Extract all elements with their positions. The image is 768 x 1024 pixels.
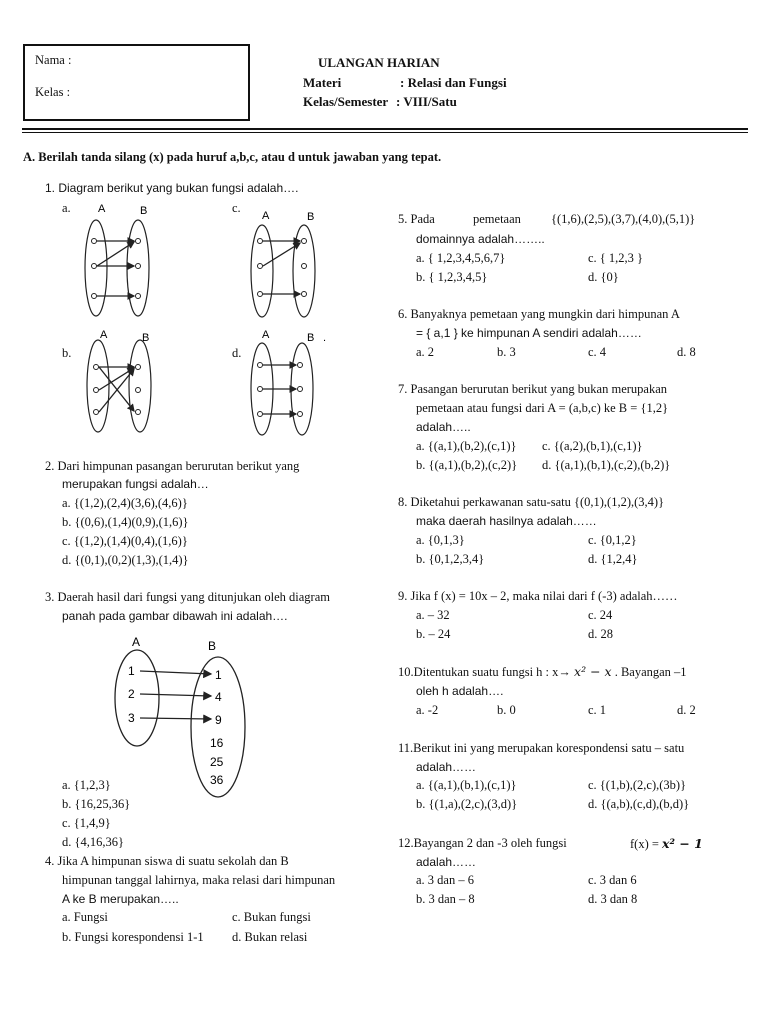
q12-function-label: f(x) = — [630, 837, 659, 851]
q5-option-a[interactable]: a. { 1,2,3,4,5,6,7} — [416, 251, 506, 265]
q3-arrow-diagram — [112, 630, 252, 800]
q3-line1: 3. Daerah hasil dari fungsi yang ditunjukan oleh diagram — [45, 590, 330, 604]
q2-option-b[interactable]: b. {(0,6),(1,4)(0,9),(1,6)} — [62, 515, 189, 529]
header-rule-bottom — [22, 132, 748, 133]
q5-line2: domainnya adalah…….. — [416, 232, 545, 246]
q3-codomain-1: 1 — [215, 668, 222, 682]
q1-diagram-d — [250, 327, 350, 442]
grade-value: : VIII/Satu — [396, 94, 457, 109]
q6-line1: 6. Banyaknya pemetaan yang mungkin dari himpunan A — [398, 307, 680, 321]
q1c-set-b-label: B — [307, 211, 315, 223]
q10-expression: x² − x — [574, 664, 612, 679]
name-label: Nama : — [35, 53, 72, 67]
q3-codomain-16: 16 — [210, 736, 224, 750]
q5-option-d[interactable]: d. {0} — [588, 270, 619, 284]
subject-value: : Relasi dan Fungsi — [400, 75, 507, 90]
q12-function — [630, 836, 703, 852]
q12-option-d[interactable]: d. 3 dan 8 — [588, 892, 638, 906]
q1-option-b-label: b. — [62, 346, 72, 360]
q3-option-c[interactable]: c. {1,4,9} — [62, 816, 111, 830]
q5-option-b[interactable]: b. { 1,2,3,4,5} — [416, 270, 488, 284]
q1a-set-b-label: B — [140, 205, 148, 217]
q7-option-c[interactable]: c. {(a,2),(b,1),(c,1)} — [542, 439, 643, 453]
q2-line1: 2. Dari himpunan pasangan berurutan berikut yang — [45, 459, 300, 473]
q12-option-c[interactable]: c. 3 dan 6 — [588, 873, 637, 887]
q10-option-b[interactable]: b. 0 — [497, 703, 516, 717]
q5-option-c[interactable]: c. { 1,2,3 } — [588, 251, 644, 265]
q4-option-c[interactable]: c. Bukan fungsi — [232, 910, 311, 924]
q3-set-a-label: A — [132, 635, 141, 649]
q1-diagram-b — [80, 327, 160, 442]
q3-line2: panah pada gambar dibawah ini adalah…. — [62, 609, 288, 623]
q1-option-d-label: d. — [232, 346, 242, 360]
q8-option-d[interactable]: d. {1,2,4} — [588, 552, 638, 566]
q11-option-a[interactable]: a. {(a,1),(b,1),(c,1)} — [416, 778, 517, 792]
q5-number: 5. Pada — [398, 212, 435, 226]
q4-option-d[interactable]: d. Bukan relasi — [232, 930, 308, 944]
q9-option-d[interactable]: d. 28 — [588, 627, 613, 641]
q8-line1: 8. Diketahui perkawanan satu-satu {(0,1),(1,2),(3,4)} — [398, 495, 665, 509]
q2-line2: merupakan fungsi adalah… — [62, 477, 209, 491]
q10-line1-end: . Bayangan –1 — [614, 665, 687, 679]
q4-line2: himpunan tanggal lahirnya, maka relasi dari himpunan — [62, 873, 336, 887]
q2-option-c[interactable]: c. {(1,2),(1,4)(0,4),(1,6)} — [62, 534, 188, 548]
q10-line2: oleh h adalah…. — [416, 684, 504, 698]
q3-option-b[interactable]: b. {16,25,36} — [62, 797, 131, 811]
q1b-set-a-label: A — [100, 329, 108, 341]
q8-option-c[interactable]: c. {0,1,2} — [588, 533, 637, 547]
q12-expression: x² − 1 — [662, 836, 703, 851]
q1-diagram-c — [250, 205, 330, 330]
q4-option-a[interactable]: a. Fungsi — [62, 910, 108, 924]
q1a-set-a-label: A — [98, 203, 106, 215]
q5-mapping-set: {(1,6),(2,5),(3,7),(4,0),(5,1)} — [551, 212, 696, 226]
grade-key: Kelas/Semester — [303, 94, 389, 109]
q10-option-d[interactable]: d. 2 — [677, 703, 696, 717]
q9-option-b[interactable]: b. – 24 — [416, 627, 451, 641]
q7-line1: 7. Pasangan berurutan berikut yang bukan merupakan — [398, 382, 668, 396]
q2-option-a[interactable]: a. {(1,2),(2,4)(3,6),(4,6)} — [62, 496, 188, 510]
q12-option-b[interactable]: b. 3 dan – 8 — [416, 892, 475, 906]
q7-option-d[interactable]: d. {(a,1),(b,1),(c,2),(b,2)} — [542, 458, 671, 472]
q1d-set-b-label: B — [307, 332, 315, 344]
q7-option-a[interactable]: a. {(a,1),(b,2),(c,1)} — [416, 439, 517, 453]
q3-codomain-36: 36 — [210, 773, 224, 787]
q3-codomain-4: 4 — [215, 690, 222, 704]
q3-option-d[interactable]: d. {4,16,36} — [62, 835, 124, 849]
q1-option-c-label: c. — [232, 201, 241, 215]
q4-option-b[interactable]: b. Fungsi korespondensi 1-1 — [62, 930, 204, 944]
q7-option-b[interactable]: b. {(a,1),(b,2),(c,2)} — [416, 458, 518, 472]
header-rule-top — [22, 128, 748, 130]
q8-line2: maka daerah hasilnya adalah…… — [416, 514, 597, 528]
q6-option-c[interactable]: c. 4 — [588, 345, 607, 359]
exam-title: ULANGAN HARIAN — [318, 55, 440, 70]
q10-option-a[interactable]: a. -2 — [416, 703, 439, 717]
q5-mapping-word: pemetaan — [473, 212, 521, 226]
q1-diagram-a — [80, 198, 160, 323]
q11-option-c[interactable]: c. {(1,b),(2,c),(3b)} — [588, 778, 687, 792]
q2-option-d[interactable]: d. {(0,1),(0,2)(1,3),(1,4)} — [62, 553, 189, 567]
q1-option-a-label: a. — [62, 201, 71, 215]
subject-key: Materi — [303, 75, 342, 90]
q3-codomain-9: 9 — [215, 713, 222, 727]
q11-option-b[interactable]: b. {(1,a),(2,c),(3,d)} — [416, 797, 518, 811]
section-instruction: A. Berilah tanda silang (x) pada huruf a,b,c, atau d untuk jawaban yang tepat. — [23, 150, 442, 164]
q3-set-b-label: B — [208, 639, 217, 653]
q12-option-a[interactable]: a. 3 dan – 6 — [416, 873, 474, 887]
q1-text: 1. Diagram berikut yang bukan fungsi adalah…. — [45, 181, 299, 195]
q1c-set-a-label: A — [262, 210, 270, 222]
q6-option-a[interactable]: a. 2 — [416, 345, 435, 359]
q6-option-b[interactable]: b. 3 — [497, 345, 516, 359]
q7-line3: adalah….. — [416, 420, 471, 434]
student-info-box — [23, 44, 250, 121]
q6-line2: = { a,1 } ke himpunan A sendiri adalah…… — [416, 326, 642, 340]
q7-line2: pemetaan atau fungsi dari A = (a,b,c) ke B = {1,2} — [416, 401, 669, 415]
q12-line2: adalah…… — [416, 855, 477, 869]
q8-option-b[interactable]: b. {0,1,2,3,4} — [416, 552, 485, 566]
q11-line2: adalah…… — [416, 760, 477, 774]
q1b-set-b-label: B — [142, 332, 150, 344]
q6-option-d[interactable]: d. 8 — [677, 345, 696, 359]
svg-text:.: . — [323, 332, 327, 344]
q10-line1 — [398, 664, 687, 680]
q9-option-c[interactable]: c. 24 — [588, 608, 613, 622]
q11-option-d[interactable]: d. {(a,b),(c,d),(b,d)} — [588, 797, 690, 811]
q8-option-a[interactable]: a. {0,1,3} — [416, 533, 465, 547]
q3-domain-1: 1 — [128, 664, 135, 678]
q12-line1: 12.Bayangan 2 dan -3 oleh fungsi — [398, 836, 567, 850]
q4-line3: A ke B merupakan….. — [62, 892, 179, 906]
q9-option-a[interactable]: a. – 32 — [416, 608, 450, 622]
q1d-set-a-label: A — [262, 329, 270, 341]
q3-domain-3: 3 — [128, 711, 135, 725]
q11-line1: 11.Berikut ini yang merupakan korespondensi satu – satu — [398, 741, 685, 755]
q10-option-c[interactable]: c. 1 — [588, 703, 607, 717]
q3-option-a[interactable]: a. {1,2,3} — [62, 778, 111, 792]
class-label: Kelas : — [35, 85, 71, 99]
q9-line1: 9. Jika f (x) = 10x – 2, maka nilai dari f (-3) adalah…… — [398, 589, 678, 603]
q3-domain-2: 2 — [128, 687, 135, 701]
q3-codomain-25: 25 — [210, 755, 224, 769]
q4-line1: 4. Jika A himpunan siswa di suatu sekolah dan B — [45, 854, 289, 868]
q10-line1-start: 10.Ditentukan suatu fungsi h : x→ — [398, 665, 571, 679]
